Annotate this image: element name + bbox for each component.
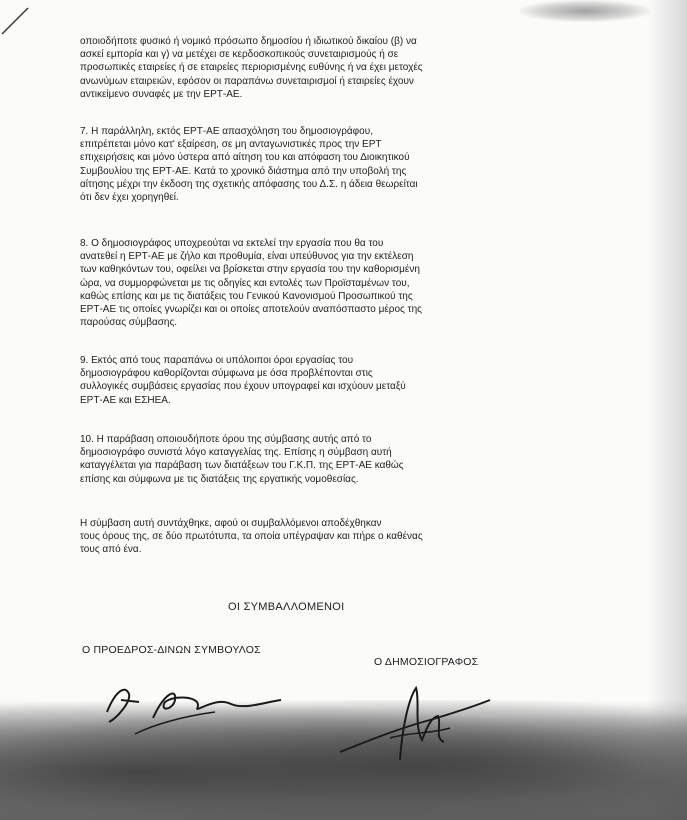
text-line: Συμβουλίου της ΕΡΤ-ΑΕ. Κατά το χρονικό διάστημα από την υποβολή της	[80, 165, 407, 177]
text-line: 8. Ο δημοσιογράφος υποχρεούται να εκτελεί την εργασία που θα του	[80, 238, 384, 249]
text-line: επιτρέπεται μόνο κατ' εξαίρεση, σε μη ανταγωνιστικές προς την ΕΡΤ	[80, 139, 382, 151]
text-line: δημοσιογράφου καθορίζονται σύμφωνα με όσα προβλέπονται στις	[80, 368, 373, 380]
text-line: αντικείμενο συναφές με την ΕΡΤ-ΑΕ.	[80, 88, 243, 100]
text-line: προσωπικές εταιρείες ή σε εταιρείες περιορισμένης ευθύνης ή να έχει μετοχές	[80, 62, 423, 74]
text-line: ασκεί εμπορία και γ) να μετέχει σε κερδοσκοπικούς συνεταιρισμούς ή σε	[80, 49, 399, 61]
president-label: Ο ΠΡΟΕΔΡΟΣ-ΔΙΝΩΝ ΣΥΜΒΟΥΛΟΣ	[82, 644, 261, 656]
folded-corner-mark	[0, 0, 40, 40]
text-line: ανωνύμων εταιρειών, εφόσον οι παραπάνω συνεταιρισμοί ή εταιρείες έχουν	[80, 75, 414, 87]
text-line: ΕΡΤ-ΑΕ τις οποίες γνωρίζει και οι οποίες αποτελούν αναπόσπαστο μέρος της	[80, 304, 422, 316]
text-line: των καθηκόντων του, οφείλει να βρίσκεται στην εργασία του την καθορισμένη	[80, 264, 420, 276]
closing-paragraph	[80, 517, 580, 557]
text-line: επίσης και σύμφωνα με τις διατάξεις της εργατικής νομοθεσίας.	[80, 473, 359, 485]
scan-smudge	[520, 0, 650, 22]
text-line: τους όρους της, σε δύο πρωτότυπα, τα οποία υπέγραψαν και πήρε ο καθένας	[80, 531, 423, 543]
text-line: αίτησης μέχρι την έκδοση της σχετικής απόφασης του Δ.Σ. η άδεια θεωρείται	[80, 178, 418, 190]
text-line: ότι δεν έχει χορηγηθεί.	[80, 192, 179, 204]
text-line: επιχειρήσεις και μόνο ύστερα από αίτηση του και απόφαση του Διοικητικού	[80, 152, 410, 164]
text-line: παρούσας σύμβασης.	[80, 317, 178, 329]
text-line: ΕΡΤ-ΑΕ και ΕΣΗΕΑ.	[80, 394, 171, 406]
text-line: 9. Εκτός από τους παραπάνω οι υπόλοιποι όροι εργασίας του	[80, 355, 354, 366]
text-line: 7. Η παράλληλη, εκτός ΕΡΤ-ΑΕ απασχόληση του δημοσιογράφου,	[80, 126, 373, 137]
text-line: Η σύμβαση αυτή συντάχθηκε, αφού οι συμβαλλόμενοι αποδέχθηκαν	[80, 518, 382, 529]
paragraph-7	[80, 125, 580, 204]
journalist-label: Ο ΔΗΜΟΣΙΟΓΡΑΦΟΣ	[374, 656, 479, 668]
text-line: τους από ένα.	[80, 544, 142, 556]
text-line: ώρα, να συμμορφώνεται με τις οδηγίες και εντολές των Προϊσταμένων του,	[80, 277, 410, 289]
text-line: καθώς επίσης και με τις διατάξεις του Γενικού Κανονισμού Προσωπικού της	[80, 290, 413, 302]
paragraph-9	[80, 354, 580, 407]
text-line: καταγγέλεται για παράβαση των διατάξεων του Γ.Κ.Π. της ΕΡΤ-ΑΕ καθώς	[80, 460, 404, 472]
text-line: συλλογικές συμβάσεις εργασίας που έχουν υπογραφεί και ισχύουν μεταξύ	[80, 381, 406, 393]
paragraph-6-continuation	[80, 35, 580, 101]
journalist-signature	[330, 680, 500, 770]
paragraph-8	[80, 237, 580, 329]
parties-heading: ΟΙ ΣΥΜΒΑΛΛΟΜΕΝΟΙ	[228, 601, 345, 613]
scan-edge-shadow	[647, 0, 687, 820]
text-line: οποιοδήποτε φυσικό ή νομικό πρόσωπο δημοσίου ή ιδιωτικού δικαίου (β) να	[80, 36, 417, 47]
text-line: δημοσιογράφο συνιστά λόγο καταγγελίας της. Επίσης η σύμβαση αυτή	[80, 447, 392, 459]
text-line: 10. Η παράβαση οποιουδήποτε όρου της σύμβασης αυτής από το	[80, 434, 372, 445]
president-signature	[95, 672, 295, 752]
text-line: ανατεθεί η ΕΡΤ-ΑΕ με ζήλο και προθυμία, είναι υπεύθυνος για την εκτέλεση	[80, 251, 414, 263]
paragraph-10	[80, 433, 580, 486]
